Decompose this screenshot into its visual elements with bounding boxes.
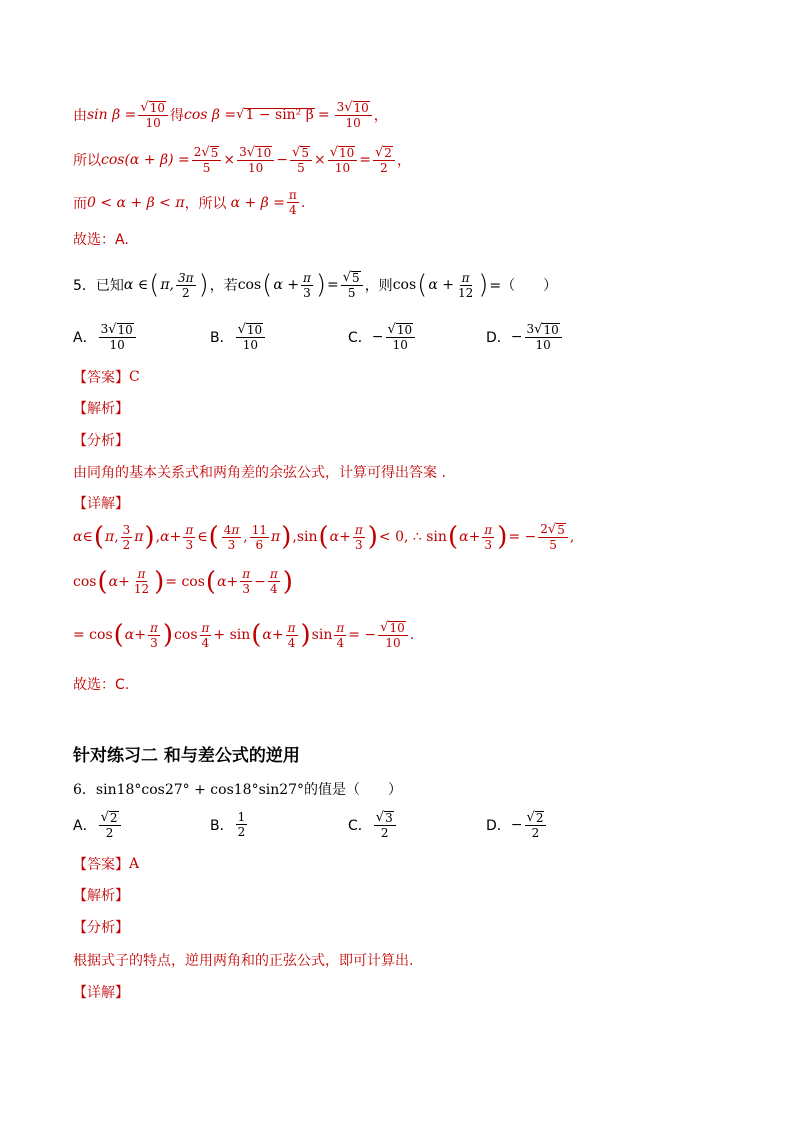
question-5-stem: 5．已知 α ∈ ( π, $\frac{3\pi}{2}$ ) ，若 cos ( α + $\frac{\pi}{3}$ ) = √ 5 5 ，则 cos ( α + $\frac{\pi}{12}$ ) =（ ） bbox=[73, 270, 558, 300]
option-d: D． − √ 2 2 bbox=[486, 810, 548, 840]
section-heading: 针对练习二 和与差公式的逆用 bbox=[73, 746, 300, 766]
fraction: 3 √ 10 10 bbox=[335, 100, 372, 130]
solution-line-2: 所以 cos(α + β) = 2 √ 5 5 × 3 √ 10 10 − √ 5 5 × √ 10 10 = √ 2 2 ， bbox=[73, 145, 411, 175]
jiexi-label-6: 【解析】 bbox=[73, 888, 129, 904]
sqrt-expr: √ 1 − sin² β bbox=[236, 107, 314, 123]
detail-line-2: cos ( α + $\frac{\pi}{12}$ ) = cos ( α + $\frac{\pi}{3}$ − $\frac{\pi}{4}$ ) bbox=[73, 566, 293, 597]
option-b: B． √ 10 10 bbox=[210, 322, 267, 352]
option-b: B． $\frac{1}{2}$ bbox=[210, 810, 246, 839]
option-c: C． − √ 10 10 bbox=[348, 322, 417, 352]
fenxi-label-6: 【分析】 bbox=[73, 920, 129, 936]
conclusion-4: 故选：A. bbox=[73, 232, 129, 248]
detail-line-3: = cos ( α + $\frac{\pi}{3}$ ) cos $\frac{\pi}{4}$ + sin ( α + $\frac{\pi}{4}$ ) sin $\frac{\pi}{4}$ = − √ 10 10 . bbox=[73, 620, 415, 650]
jiexi-label-5: 【解析】 bbox=[73, 401, 129, 417]
xiangjie-label-5: 【详解】 bbox=[73, 496, 129, 512]
xiangjie-label-6: 【详解】 bbox=[73, 985, 129, 1001]
solution-line-3: 而 0 < α + β < π ，所以 α + β = $\frac{\pi}{4}$ . bbox=[73, 188, 306, 217]
solution-line-1: 由 sin β = √ 10 10 得 cos β = √ 1 − sin² β = 3 √ 10 10 ， bbox=[73, 100, 388, 130]
answer-line-6: 【答案】 A bbox=[73, 856, 140, 873]
analysis-5: 由同角的基本关系式和两角差的余弦公式，计算可得出答案 . bbox=[73, 465, 446, 481]
fraction: √ 10 10 bbox=[138, 100, 168, 130]
option-c: C． √ 3 2 bbox=[348, 810, 398, 840]
question-6-stem: 6．sin18°cos27° + cos18°sin27°的值是（ ） bbox=[73, 782, 403, 798]
conclusion-5: 故选：C. bbox=[73, 677, 130, 693]
fenxi-label-5: 【分析】 bbox=[73, 433, 129, 449]
detail-line-1: α ∈ ( π , $\frac{3}{2}$ π ) , α + $\frac{\pi}{3}$ ∈ ( $\frac{4\pi}{3}$ , $\frac{11}{6}$ π ) , sin ( α + $\frac{\pi}{3}$ ) < 0, ∴ sin ( α + $\frac{\pi}{3}$ ) = − 2 √ 5 5 , bbox=[73, 522, 575, 552]
option-d: D． − 3 √ 10 10 bbox=[486, 322, 564, 352]
analysis-6: 根据式子的特点，逆用两角和的正弦公式，即可计算出. bbox=[73, 953, 414, 969]
option-a: A． √ 2 2 bbox=[73, 810, 123, 840]
answer-line-5: 【答案】 C bbox=[73, 369, 140, 386]
option-a: A． 3 √ 10 10 bbox=[73, 322, 138, 352]
